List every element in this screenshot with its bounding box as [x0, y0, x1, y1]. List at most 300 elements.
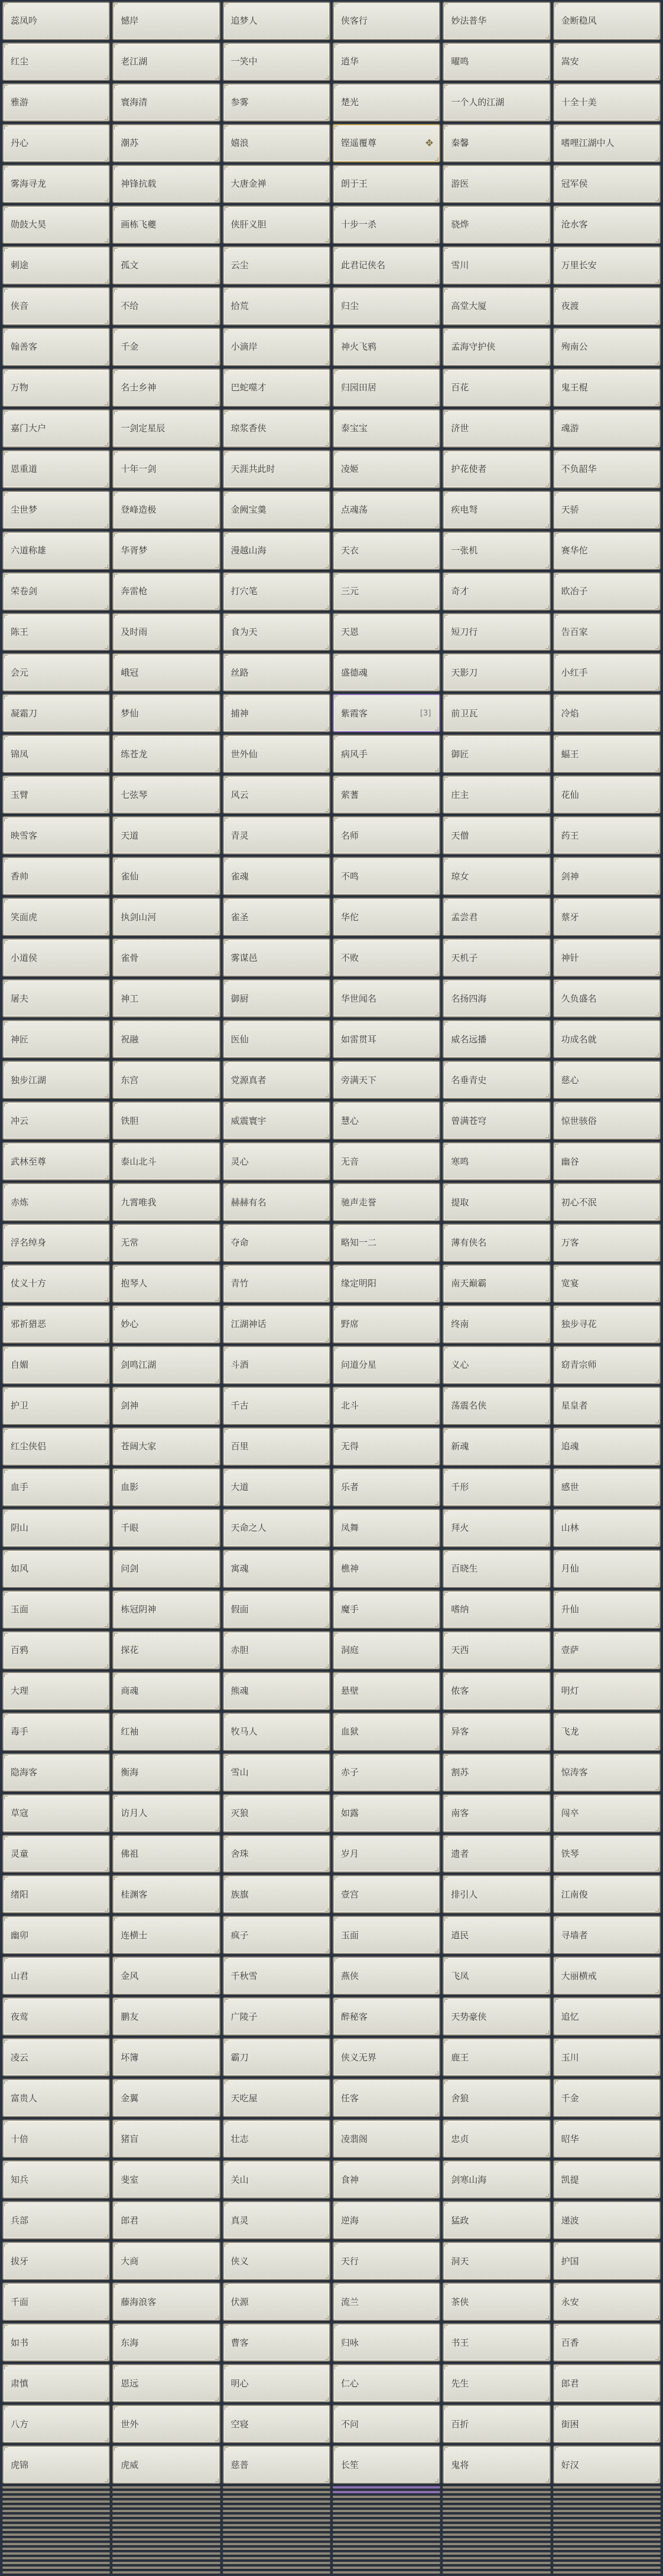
title-cell[interactable] [333, 2486, 440, 2489]
title-cell[interactable] [223, 1305, 330, 1344]
title-cell[interactable] [2, 2524, 110, 2526]
title-cell[interactable] [112, 450, 220, 488]
title-cell[interactable] [333, 2364, 440, 2402]
title-cell[interactable] [553, 1550, 661, 1588]
title-cell[interactable] [223, 2543, 330, 2545]
title-cell[interactable] [112, 2533, 220, 2536]
title-cell[interactable] [112, 653, 220, 692]
title-cell[interactable] [333, 165, 440, 203]
title-cell[interactable] [2, 2543, 110, 2545]
title-cell[interactable] [553, 1875, 661, 1913]
title-cell[interactable] [553, 1753, 661, 1792]
title-cell[interactable] [2, 2533, 110, 2536]
title-cell[interactable] [443, 775, 550, 814]
title-cell[interactable] [112, 2557, 220, 2559]
title-cell[interactable] [223, 1468, 330, 1507]
title-cell[interactable] [112, 2562, 220, 2564]
title-cell[interactable] [333, 2491, 440, 2493]
title-cell[interactable] [333, 2323, 440, 2362]
title-cell[interactable] [2, 735, 110, 773]
title-cell[interactable] [553, 2505, 661, 2507]
title-cell[interactable] [112, 124, 220, 162]
title-cell[interactable] [2, 246, 110, 285]
title-cell[interactable] [333, 2079, 440, 2117]
title-cell[interactable] [553, 1672, 661, 1710]
title-cell[interactable] [333, 2038, 440, 2076]
title-cell[interactable] [223, 1427, 330, 1466]
title-cell[interactable] [223, 694, 330, 732]
title-cell[interactable] [2, 1183, 110, 1221]
title-cell[interactable] [223, 816, 330, 855]
title-cell[interactable] [112, 735, 220, 773]
title-cell[interactable] [112, 1468, 220, 1507]
title-cell[interactable] [333, 1550, 440, 1588]
title-cell[interactable] [553, 2500, 661, 2503]
title-cell[interactable] [553, 938, 661, 977]
title-cell[interactable] [443, 1224, 550, 1262]
title-cell[interactable] [443, 2364, 550, 2402]
title-cell[interactable] [2, 857, 110, 895]
title-cell[interactable] [223, 1509, 330, 1547]
title-cell[interactable] [112, 898, 220, 936]
title-cell[interactable] [2, 2282, 110, 2321]
title-cell[interactable] [553, 694, 661, 732]
title-cell[interactable] [553, 2510, 661, 2512]
title-cell[interactable] [443, 2524, 550, 2526]
title-cell[interactable] [553, 2567, 661, 2569]
title-cell[interactable] [112, 2505, 220, 2507]
title-cell[interactable] [443, 1631, 550, 1669]
title-cell[interactable] [223, 613, 330, 651]
title-cell[interactable] [333, 2510, 440, 2512]
title-cell[interactable] [443, 1183, 550, 1221]
title-cell[interactable] [112, 775, 220, 814]
title-cell[interactable] [443, 1305, 550, 1344]
title-cell[interactable] [553, 1387, 661, 1425]
title-cell[interactable] [333, 653, 440, 692]
title-cell[interactable] [112, 2160, 220, 2199]
title-cell[interactable] [553, 328, 661, 366]
title-cell[interactable] [443, 2505, 550, 2507]
title-cell[interactable] [223, 409, 330, 448]
title-cell[interactable] [112, 206, 220, 244]
title-cell[interactable] [2, 613, 110, 651]
title-cell[interactable] [2, 2519, 110, 2522]
title-cell[interactable] [333, 369, 440, 407]
title-cell[interactable] [333, 694, 440, 732]
title-cell[interactable] [112, 1875, 220, 1913]
title-cell[interactable] [443, 1509, 550, 1547]
title-cell[interactable] [2, 1997, 110, 2036]
title-cell[interactable] [2, 938, 110, 977]
title-cell[interactable] [112, 857, 220, 895]
title-cell[interactable] [112, 979, 220, 1018]
title-cell[interactable] [223, 2282, 330, 2321]
title-cell[interactable] [2, 1794, 110, 1832]
title-cell[interactable] [223, 43, 330, 81]
title-cell[interactable] [553, 775, 661, 814]
title-cell[interactable] [223, 735, 330, 773]
title-cell[interactable] [553, 2364, 661, 2402]
title-cell[interactable] [223, 165, 330, 203]
title-cell[interactable] [2, 2567, 110, 2569]
title-cell[interactable] [553, 1794, 661, 1832]
title-cell[interactable] [223, 2519, 330, 2522]
title-cell[interactable] [2, 2557, 110, 2559]
title-cell[interactable] [112, 1835, 220, 1873]
title-cell[interactable] [553, 409, 661, 448]
title-cell[interactable] [333, 2160, 440, 2199]
title-cell[interactable] [443, 1916, 550, 1954]
title-cell[interactable] [443, 2548, 550, 2550]
title-cell[interactable] [333, 328, 440, 366]
title-cell[interactable] [112, 1305, 220, 1344]
title-cell[interactable] [333, 735, 440, 773]
title-cell[interactable] [333, 2500, 440, 2503]
title-cell[interactable] [2, 2160, 110, 2199]
title-cell[interactable] [443, 1997, 550, 2036]
title-cell[interactable] [333, 1672, 440, 1710]
title-cell[interactable] [443, 572, 550, 611]
title-cell[interactable] [112, 2529, 220, 2531]
title-cell[interactable] [553, 2, 661, 40]
title-cell[interactable] [553, 2323, 661, 2362]
title-cell[interactable] [333, 613, 440, 651]
title-cell[interactable] [333, 1264, 440, 1303]
title-cell[interactable] [553, 2524, 661, 2526]
title-cell[interactable] [112, 1101, 220, 1140]
title-cell[interactable] [223, 2529, 330, 2531]
title-cell[interactable] [333, 938, 440, 977]
title-cell[interactable] [553, 2562, 661, 2564]
title-cell[interactable] [223, 206, 330, 244]
title-cell[interactable] [333, 1183, 440, 1221]
title-cell[interactable] [443, 2529, 550, 2531]
title-cell[interactable] [553, 1427, 661, 1466]
title-cell[interactable] [2, 491, 110, 529]
title-cell[interactable] [553, 2486, 661, 2489]
title-cell[interactable] [443, 613, 550, 651]
title-cell[interactable] [443, 979, 550, 1018]
title-cell[interactable] [443, 938, 550, 977]
title-cell[interactable] [223, 2562, 330, 2564]
title-cell[interactable] [333, 409, 440, 448]
title-cell[interactable] [223, 653, 330, 692]
title-cell[interactable] [2, 2552, 110, 2555]
title-cell[interactable] [553, 2282, 661, 2321]
title-cell[interactable] [2, 2242, 110, 2280]
title-cell[interactable] [2, 1346, 110, 1384]
title-cell[interactable] [333, 979, 440, 1018]
title-cell[interactable] [553, 2445, 661, 2484]
title-cell[interactable] [333, 1753, 440, 1792]
title-cell[interactable] [112, 694, 220, 732]
title-cell[interactable] [112, 1142, 220, 1181]
title-cell[interactable] [443, 328, 550, 366]
title-cell[interactable] [553, 206, 661, 244]
title-cell[interactable] [443, 1590, 550, 1629]
title-cell[interactable] [443, 1468, 550, 1507]
title-cell[interactable] [112, 2201, 220, 2239]
title-cell[interactable] [223, 1794, 330, 1832]
title-cell[interactable] [2, 2496, 110, 2498]
title-cell[interactable] [223, 328, 330, 366]
title-cell[interactable] [553, 165, 661, 203]
title-cell[interactable] [553, 2405, 661, 2443]
title-cell[interactable] [553, 1713, 661, 1751]
title-cell[interactable] [112, 2445, 220, 2484]
title-cell[interactable] [333, 124, 440, 162]
title-cell[interactable] [443, 2242, 550, 2280]
title-cell[interactable] [333, 1875, 440, 1913]
title-cell[interactable] [443, 1753, 550, 1792]
title-cell[interactable] [553, 1916, 661, 1954]
title-cell[interactable] [333, 2282, 440, 2321]
title-cell[interactable] [443, 2445, 550, 2484]
title-cell[interactable] [443, 1020, 550, 1058]
title-cell[interactable] [553, 1183, 661, 1221]
title-cell[interactable] [2, 2538, 110, 2541]
title-cell[interactable] [2, 2364, 110, 2402]
title-cell[interactable] [333, 1346, 440, 1384]
title-cell[interactable] [333, 246, 440, 285]
title-cell[interactable] [223, 2524, 330, 2526]
title-cell[interactable] [333, 2, 440, 40]
title-cell[interactable] [553, 1305, 661, 1344]
title-cell[interactable] [112, 369, 220, 407]
title-cell[interactable] [223, 2567, 330, 2569]
title-cell[interactable] [223, 1101, 330, 1140]
title-cell[interactable] [443, 2571, 550, 2574]
title-cell[interactable] [223, 1672, 330, 1710]
title-cell[interactable] [112, 1713, 220, 1751]
title-cell[interactable] [2, 2445, 110, 2484]
title-cell[interactable] [223, 369, 330, 407]
title-cell[interactable] [333, 2571, 440, 2574]
title-cell[interactable] [443, 2562, 550, 2564]
title-cell[interactable] [223, 1916, 330, 1954]
title-cell[interactable] [443, 450, 550, 488]
title-cell[interactable] [112, 328, 220, 366]
title-cell[interactable] [333, 898, 440, 936]
title-cell[interactable] [553, 491, 661, 529]
title-cell[interactable] [223, 2500, 330, 2503]
title-cell[interactable] [112, 1753, 220, 1792]
title-cell[interactable] [112, 1387, 220, 1425]
title-cell[interactable] [553, 2038, 661, 2076]
title-cell[interactable] [443, 2519, 550, 2522]
title-cell[interactable] [333, 775, 440, 814]
title-cell[interactable] [2, 2500, 110, 2503]
title-cell[interactable] [443, 165, 550, 203]
title-cell[interactable] [2, 2510, 110, 2512]
title-cell[interactable] [333, 491, 440, 529]
title-cell[interactable] [112, 1224, 220, 1262]
title-cell[interactable] [443, 2079, 550, 2117]
title-cell[interactable] [112, 1957, 220, 1995]
title-cell[interactable] [2, 1020, 110, 1058]
title-cell[interactable] [443, 694, 550, 732]
title-cell[interactable] [333, 2201, 440, 2239]
title-cell[interactable] [553, 2515, 661, 2517]
title-cell[interactable] [223, 2486, 330, 2489]
title-cell[interactable] [333, 2538, 440, 2541]
title-cell[interactable] [443, 206, 550, 244]
title-cell[interactable] [2, 409, 110, 448]
title-cell[interactable] [223, 1142, 330, 1181]
title-cell[interactable] [553, 653, 661, 692]
title-cell[interactable] [112, 287, 220, 325]
title-cell[interactable] [223, 2405, 330, 2443]
title-cell[interactable] [223, 1020, 330, 1058]
title-cell[interactable] [443, 2201, 550, 2239]
title-cell[interactable] [223, 2557, 330, 2559]
title-cell[interactable] [333, 1305, 440, 1344]
title-cell[interactable] [333, 1794, 440, 1832]
title-cell[interactable] [2, 2562, 110, 2564]
title-cell[interactable] [2, 898, 110, 936]
title-cell[interactable] [443, 531, 550, 570]
title-cell[interactable] [2, 1957, 110, 1995]
title-cell[interactable] [443, 1142, 550, 1181]
title-cell[interactable] [333, 2519, 440, 2522]
title-cell[interactable] [553, 2120, 661, 2158]
title-cell[interactable] [112, 2515, 220, 2517]
title-cell[interactable] [2, 2491, 110, 2493]
title-cell[interactable] [112, 2510, 220, 2512]
title-cell[interactable] [2, 1305, 110, 1344]
title-cell[interactable] [443, 2282, 550, 2321]
title-cell[interactable] [333, 2562, 440, 2564]
title-cell[interactable] [2, 1875, 110, 1913]
title-cell[interactable] [333, 2548, 440, 2550]
title-cell[interactable] [553, 2571, 661, 2574]
title-cell[interactable] [333, 2515, 440, 2517]
title-cell[interactable] [223, 246, 330, 285]
title-cell[interactable] [2, 206, 110, 244]
title-cell[interactable] [443, 409, 550, 448]
title-cell[interactable] [553, 898, 661, 936]
title-cell[interactable] [2, 2515, 110, 2517]
title-cell[interactable] [443, 2543, 550, 2545]
title-cell[interactable] [112, 165, 220, 203]
title-cell[interactable] [223, 2160, 330, 2199]
title-cell[interactable] [2, 2548, 110, 2550]
title-cell[interactable] [333, 1468, 440, 1507]
title-cell[interactable] [443, 1387, 550, 1425]
title-cell[interactable] [553, 572, 661, 611]
title-cell[interactable] [443, 2515, 550, 2517]
title-cell[interactable] [223, 2538, 330, 2541]
title-cell[interactable] [443, 735, 550, 773]
title-cell[interactable] [2, 2405, 110, 2443]
title-cell[interactable] [443, 43, 550, 81]
title-cell[interactable] [2, 287, 110, 325]
title-cell[interactable] [443, 857, 550, 895]
title-cell[interactable] [2, 653, 110, 692]
title-cell[interactable] [223, 1346, 330, 1384]
title-cell[interactable] [443, 1835, 550, 1873]
title-cell[interactable] [333, 1224, 440, 1262]
title-cell[interactable] [112, 491, 220, 529]
title-cell[interactable] [333, 2242, 440, 2280]
title-cell[interactable] [553, 1997, 661, 2036]
title-cell[interactable] [223, 2571, 330, 2574]
title-cell[interactable] [443, 2038, 550, 2076]
title-cell[interactable] [553, 2538, 661, 2541]
title-cell[interactable] [112, 2491, 220, 2493]
title-cell[interactable] [112, 2500, 220, 2503]
title-cell[interactable] [2, 1387, 110, 1425]
title-cell[interactable] [223, 2505, 330, 2507]
title-cell[interactable] [223, 979, 330, 1018]
title-cell[interactable] [223, 531, 330, 570]
title-cell[interactable] [333, 2405, 440, 2443]
title-cell[interactable] [2, 1672, 110, 1710]
title-cell[interactable] [333, 287, 440, 325]
title-cell[interactable] [2, 1590, 110, 1629]
title-cell[interactable] [553, 2496, 661, 2498]
title-cell[interactable] [333, 206, 440, 244]
title-cell[interactable] [2, 1224, 110, 1262]
title-cell[interactable] [223, 857, 330, 895]
title-cell[interactable] [112, 2486, 220, 2489]
title-cell[interactable] [112, 1550, 220, 1588]
title-cell[interactable] [2, 83, 110, 122]
title-cell[interactable] [333, 572, 440, 611]
title-cell[interactable] [223, 2323, 330, 2362]
title-cell[interactable] [223, 450, 330, 488]
title-cell[interactable] [2, 775, 110, 814]
title-cell[interactable] [223, 2242, 330, 2280]
title-cell[interactable] [553, 2529, 661, 2531]
title-cell[interactable] [223, 2079, 330, 2117]
title-cell[interactable] [553, 2201, 661, 2239]
title-cell[interactable] [553, 1061, 661, 1099]
title-cell[interactable] [2, 165, 110, 203]
title-cell[interactable] [443, 2496, 550, 2498]
title-cell[interactable] [333, 83, 440, 122]
title-cell[interactable] [553, 246, 661, 285]
title-cell[interactable] [223, 1835, 330, 1873]
title-cell[interactable] [553, 1346, 661, 1384]
title-cell[interactable] [112, 2364, 220, 2402]
title-cell[interactable] [223, 2038, 330, 2076]
title-cell[interactable] [223, 83, 330, 122]
title-cell[interactable] [443, 1061, 550, 1099]
title-cell[interactable] [223, 1590, 330, 1629]
title-cell[interactable] [2, 2038, 110, 2076]
title-cell[interactable] [112, 816, 220, 855]
title-cell[interactable] [553, 2079, 661, 2117]
title-cell[interactable] [112, 2496, 220, 2498]
title-cell[interactable] [223, 2364, 330, 2402]
title-cell[interactable] [223, 2120, 330, 2158]
title-cell[interactable] [553, 1957, 661, 1995]
title-cell[interactable] [112, 2571, 220, 2574]
title-cell[interactable] [2, 2323, 110, 2362]
title-cell[interactable] [2, 450, 110, 488]
title-cell[interactable] [333, 1061, 440, 1099]
title-cell[interactable] [553, 1020, 661, 1058]
title-cell[interactable] [553, 2543, 661, 2545]
title-cell[interactable] [333, 450, 440, 488]
title-cell[interactable] [223, 1631, 330, 1669]
title-cell[interactable] [2, 1427, 110, 1466]
title-cell[interactable] [553, 1101, 661, 1140]
title-cell[interactable] [223, 572, 330, 611]
title-cell[interactable] [443, 2567, 550, 2569]
